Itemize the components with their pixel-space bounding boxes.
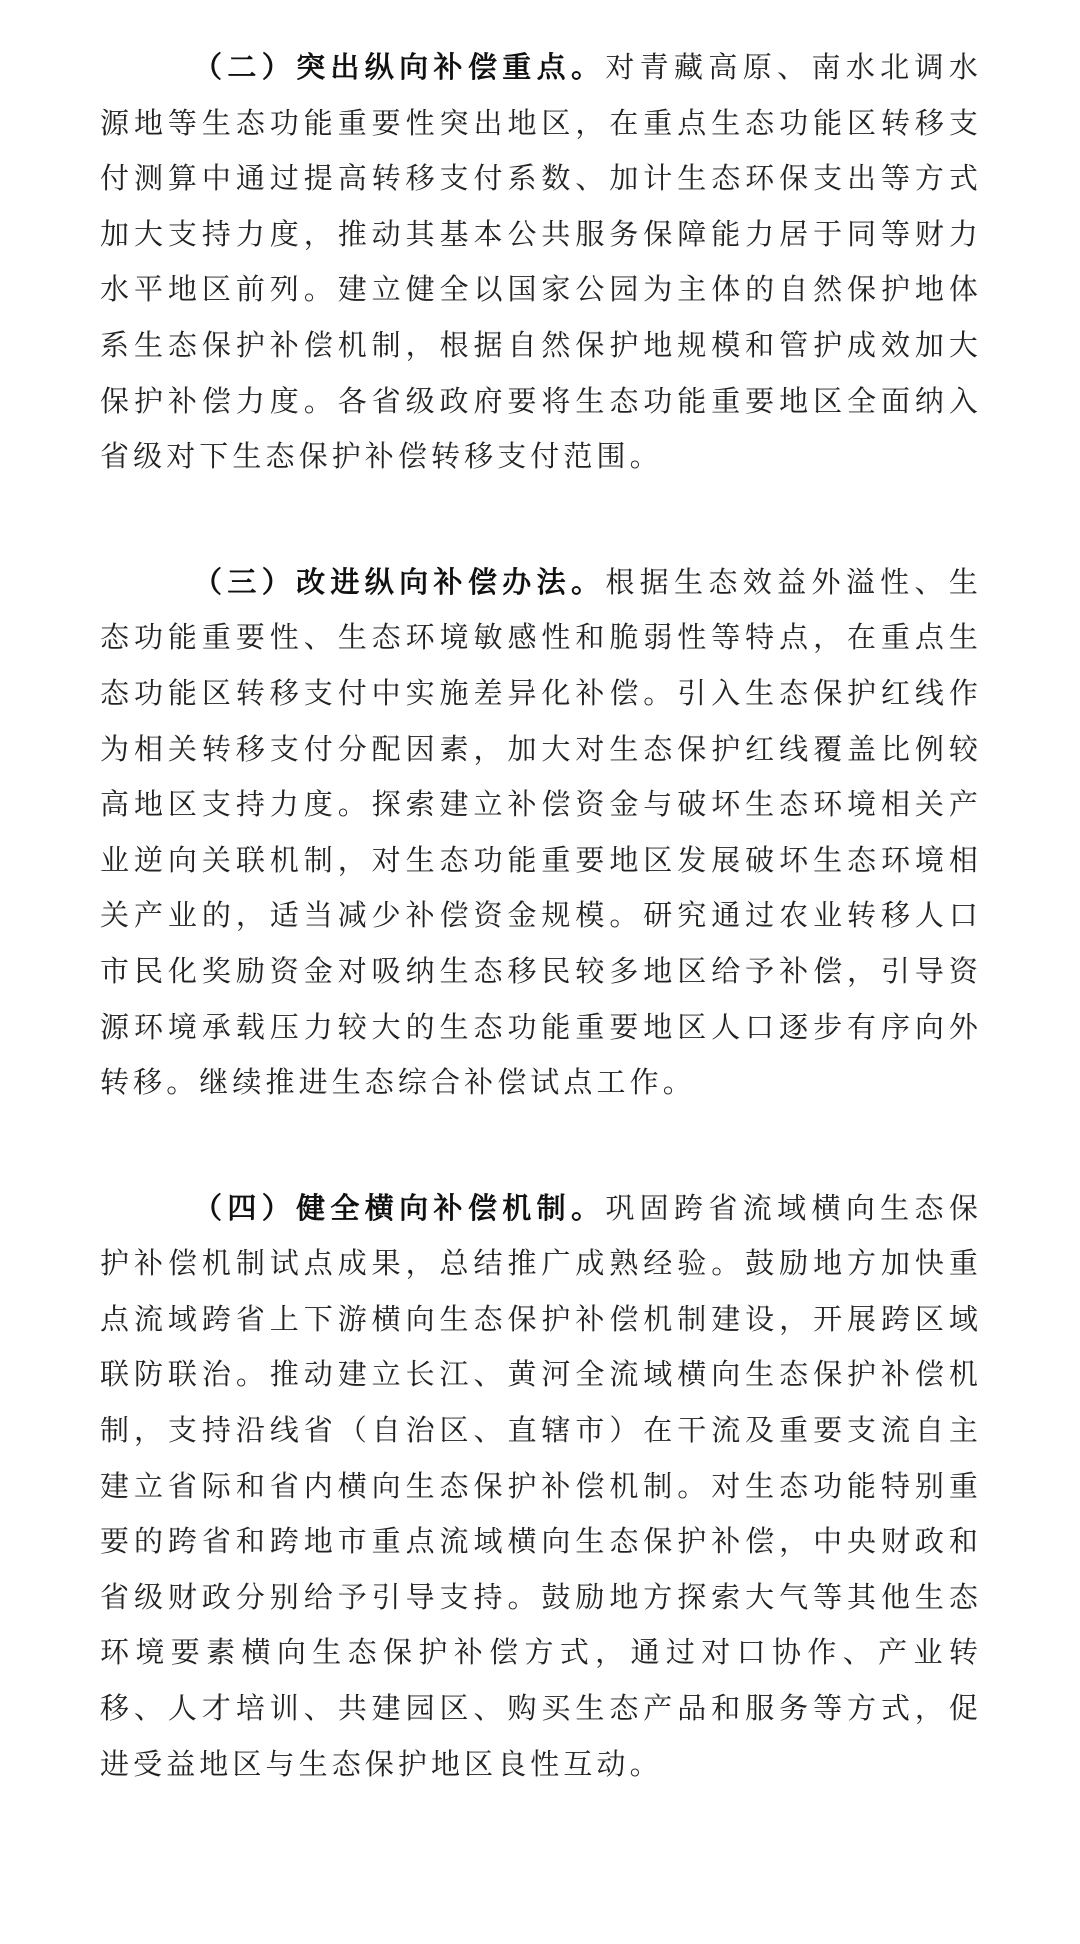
section-body: 巩固跨省流域横向生态保护补偿机制试点成果，总结推广成熟经验。鼓励地方加快重点流域跨省上下游横向生态保护补偿机制建设，开展跨区域联防联治。推动建立长江、黄河全流域横向生态保护补偿机制，支持沿线省（自治区、直辖市）在干流及重要支流自主建立省际和省内横向生态保护补偿机制。对生态功能特别重要的跨省和跨地市重点流域横向生态保护补偿，中央财政和省级财政分别给予引导支持。鼓励地方探索大气等其他生态环境要素横向生态保护补偿方式，通过对口协作、产业转移、人才培训、共建园区、购买生态产品和服务等方式，促进受益地区与生态保护地区良性互动。 bbox=[100, 1190, 982, 1781]
paragraph bbox=[100, 40, 982, 485]
section-heading: （二）突出纵向补偿重点。 bbox=[193, 50, 606, 84]
section-body: 对青藏高原、南水北调水源地等生态功能重要性突出地区，在重点生态功能区转移支付测算中通过提高转移支付系数、加计生态环保支出等方式加大支持力度，推动其基本公共服务保障能力居于同等财力水平地区前列。建立健全以国家公园为主体的自然保护地体系生态保护补偿机制，根据自然保护地规模和管护成效加大保护补偿力度。各省级政府要将生态功能重要地区全面纳入省级对下生态保护补偿转移支付范围。 bbox=[100, 50, 982, 474]
section-vertical-compensation-focus bbox=[100, 40, 982, 485]
section-heading: （四）健全横向补偿机制。 bbox=[193, 1190, 606, 1225]
paragraph bbox=[100, 555, 982, 1111]
section-vertical-compensation-methods bbox=[100, 555, 982, 1111]
paragraph bbox=[100, 1181, 982, 1793]
section-horizontal-compensation bbox=[100, 1181, 982, 1793]
section-heading: （三）改进纵向补偿办法。 bbox=[193, 564, 606, 599]
section-body: 根据生态效益外溢性、生态功能重要性、生态环境敏感性和脆弱性等特点，在重点生态功能区转移支付中实施差异化补偿。引入生态保护红线作为相关转移支付分配因素，加大对生态保护红线覆盖比例较高地区支持力度。探索建立补偿资金与破坏生态环境相关产业逆向关联机制，对生态功能重要地区发展破坏生态环境相关产业的，适当减少补偿资金规模。研究通过农业转移人口市民化奖励资金对吸纳生态移民较多地区给予补偿，引导资源环境承载压力较大的生态功能重要地区人口逐步有序向外转移。继续推进生态综合补偿试点工作。 bbox=[100, 564, 982, 1100]
